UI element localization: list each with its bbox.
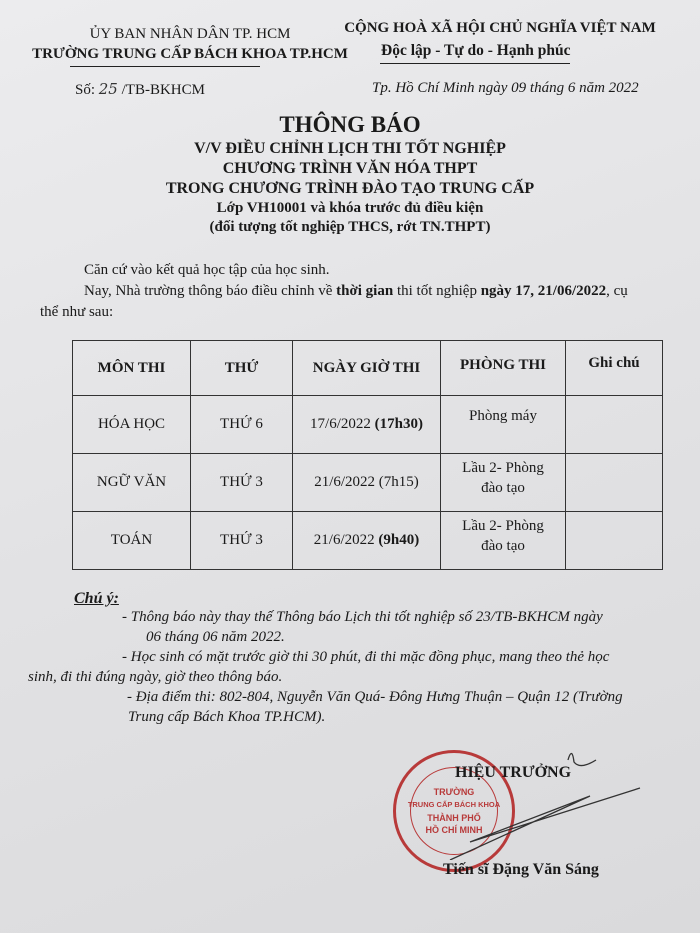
document-title: THÔNG BÁO — [279, 112, 421, 137]
handwritten-signature — [440, 740, 660, 860]
note-item: Trung cấp Bách Khoa TP.HCM). — [128, 709, 326, 725]
subject-cell: TOÁN — [73, 512, 191, 570]
note-cell — [566, 454, 663, 512]
table-row — [73, 396, 663, 454]
subtitle: (đối tượng tốt nghiệp THCS, rớt TN.THPT) — [209, 219, 491, 235]
column-header: PHÒNG THI — [441, 341, 566, 396]
divider — [70, 66, 260, 67]
day-cell: THỨ 3 — [191, 454, 293, 512]
note-item: 06 tháng 06 năm 2022. — [146, 629, 285, 645]
place-date: Tp. Hồ Chí Minh ngày 09 tháng 6 năm 2022 — [372, 80, 639, 96]
note-item: sinh, đi thi đúng ngày, giờ theo thông báo. — [28, 669, 283, 685]
agency-name: ỦY BAN NHÂN DÂN TP. HCM — [89, 26, 291, 42]
datetime-cell: 17/6/2022 (17h30) — [293, 396, 441, 454]
official-stamp: TRƯỜNG TRUNG CẤP BÁCH KHOA THÀNH PHỐ HỒ CHÍ MINH — [393, 750, 515, 872]
column-header: Ghi chú — [566, 341, 663, 396]
country-name: CỘNG HOÀ XÃ HỘI CHỦ NGHĨA VIỆT NAM — [344, 20, 656, 36]
signatory-name: Tiến sĩ Đặng Văn Sáng — [443, 861, 599, 878]
note-item: - Thông báo này thay thế Thông báo Lịch thi tốt nghiệp số 23/TB-BKHCM ngày — [122, 609, 603, 625]
subject-cell: NGỮ VĂN — [73, 454, 191, 512]
school-name: TRƯỜNG TRUNG CẤP BÁCH KHOA TP.HCM — [32, 46, 348, 62]
day-cell: THỨ 6 — [191, 396, 293, 454]
paragraph: Nay, Nhà trường thông báo điều chỉnh về thời gian thi tốt nghiệp ngày 17, 21/06/2022, cụ — [84, 283, 628, 299]
day-cell: THỨ 3 — [191, 512, 293, 570]
note-cell — [566, 396, 663, 454]
note-cell — [566, 512, 663, 570]
exam-schedule-table — [72, 340, 663, 570]
room-cell: Lầu 2- Phòng đào tạo — [441, 454, 566, 512]
note-item: - Học sinh có mặt trước giờ thi 30 phút, đi thi mặc đồng phục, mang theo thẻ học — [122, 649, 610, 665]
paragraph: Căn cứ vào kết quả học tập của học sinh. — [84, 262, 330, 278]
subtitle: V/V ĐIỀU CHỈNH LỊCH THI TỐT NGHIỆP — [194, 140, 506, 157]
table-header-row — [73, 341, 663, 396]
note-item: - Địa điểm thi: 802-804, Nguyễn Văn Quá- Đông Hưng Thuận – Quận 12 (Trường — [127, 689, 623, 705]
signatory-title: HIỆU TRƯỞNG — [455, 764, 572, 781]
notes-heading: Chú ý: — [74, 590, 119, 607]
subject-cell: HÓA HỌC — [73, 396, 191, 454]
subtitle: CHƯƠNG TRÌNH VĂN HÓA THPT — [222, 160, 478, 177]
column-header: MÔN THI — [73, 341, 191, 396]
table-row — [73, 512, 663, 570]
datetime-cell: 21/6/2022 (9h40) — [293, 512, 441, 570]
subtitle: Lớp VH10001 và khóa trước đủ điều kiện — [216, 200, 484, 216]
datetime-cell: 21/6/2022 (7h15) — [293, 454, 441, 512]
room-cell: Lầu 2- Phòng đào tạo — [441, 512, 566, 570]
document-number: Số: 25 /TB-BKHCM — [75, 80, 205, 98]
subtitle: TRONG CHƯƠNG TRÌNH ĐÀO TẠO TRUNG CẤP — [165, 180, 535, 197]
motto: Độc lập - Tự do - Hạnh phúc — [381, 42, 571, 59]
column-header: THỨ — [191, 341, 293, 396]
column-header: NGÀY GIỜ THI — [293, 341, 441, 396]
paragraph: thể như sau: — [40, 304, 114, 320]
divider — [380, 63, 570, 64]
table-row — [73, 454, 663, 512]
room-cell: Phòng máy — [441, 396, 566, 454]
